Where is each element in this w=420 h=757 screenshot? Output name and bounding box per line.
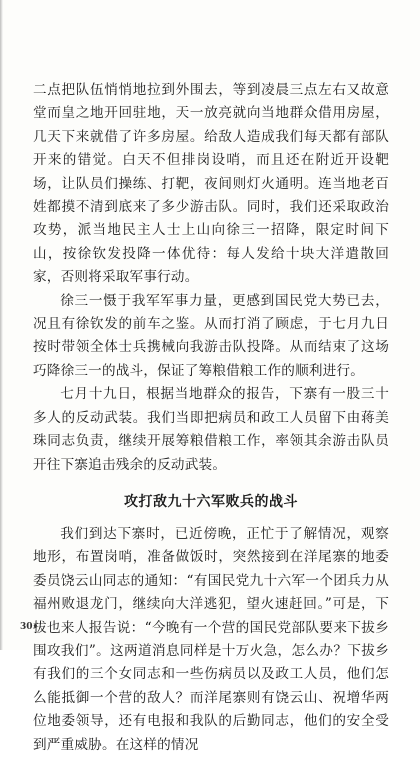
body-text — [33, 79, 389, 757]
paragraph-continued: 二点把队伍悄悄地拉到外围去，等到凌晨三点左右又故意堂而皇之地开回驻地，天一放亮就向当地群众借用房屋，几天下来就借了许多房屋。给敌人造成我们每天都有部队开来的错觉。白天不但排岗设哨，而且还在附近开设靶场，让队员们操练、打靶，夜间则灯火通明。连当地老百姓都摸不清到底来了多少游击队。同时，我们还采取政治攻势，派当地民主人士上山向徐三一招降，限定时间下山，按徐钦发投降一体优待：每人发给十块大洋遣散回家，否则将采取军事行动。 — [33, 82, 389, 286]
paragraph-july-19: 七月十九日，根据当地群众的报告，下寨有一股三十多人的反动武装。我们当即把病员和政工人员留下由蒋美珠同志负责，继续开展筹粮借粮工作，率领其余游击队员开往下寨追击残余的反动武装。 — [33, 386, 389, 473]
scan-edge-shadow — [0, 0, 3, 650]
paragraph-xiazhai-arrival: 我们到达下寨时，已近傍晚，正忙于了解情况，观察地形，布置岗哨，准备做饭时，突然接到在洋尾寨的地委委员饶云山同志的通知：“有国民党九十六军一个团兵力从福州败退龙门，继续向大洋逃犯，望火速赶回。”可是，下拔也来人报告说：“今晚有一个营的国民党部队要来下拔乡围攻我们”。这两道消息同样是十万火急，怎么办？下拔乡有我们的三个女同志和一些伤病员以及政工人员，他们怎么能抵御一个营的敌人？而洋尾寨则有饶云山、祝增华两位地委领导，还有电报和我队的后勤同志，他们的安全受到严重威胁。在这样的情况 — [33, 525, 389, 753]
section-title: 攻打敌九十六军败兵的战斗 — [124, 493, 298, 510]
page-mark: 30• — [20, 622, 39, 632]
paragraph-xu-surrender: 徐三一慑于我军军事力量，更感到国民党大势已去，况且有徐钦发的前车之鉴。从而打消了顾虑，于七月九日按时带领全体士兵携械向我游击队投降。从而结束了这场巧降徐三一的战斗，保证了筹粮借粮工作的顺利进行。 — [33, 292, 389, 379]
